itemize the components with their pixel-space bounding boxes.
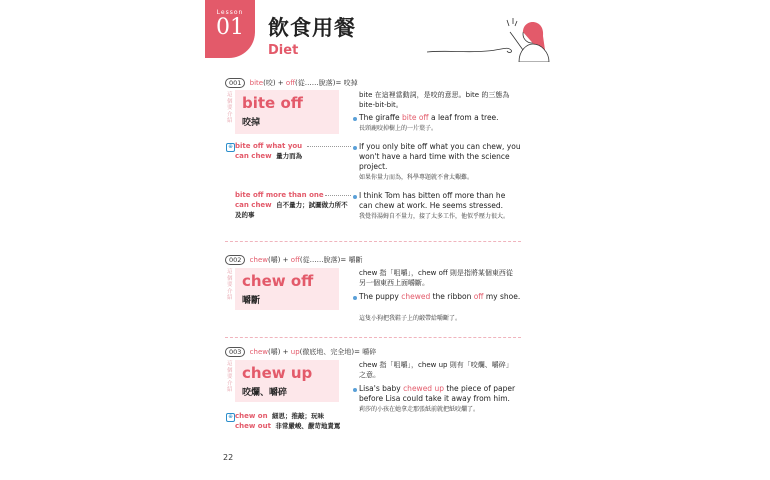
plus-box-icon: ⊕ xyxy=(226,143,235,152)
page-number: 22 xyxy=(223,453,234,462)
lesson-title-zh: 飲食用餐 xyxy=(268,16,356,40)
headword: chew off xyxy=(242,272,314,290)
phrase-1-translation: 如果你量力而為，科學專題就不會太艱難。 xyxy=(359,174,474,181)
headword-meaning: 嚼斷 xyxy=(242,296,261,306)
headword-meaning: 咬掉 xyxy=(242,118,261,128)
phrase-2-example: I think Tom has bitten off more than he can chew at work. He seems stressed. xyxy=(359,191,506,210)
bullet-dot xyxy=(353,195,357,199)
phrase-2-translation: 我覺得湯姆自不量力，接了太多工作，他似乎壓力很大。 xyxy=(359,213,510,220)
example-translation: 長頸鹿咬掉樹上的一片葉子。 xyxy=(359,125,438,132)
example-sentence: Lisa's baby chewed up the piece of paper before Lisa could take it away from him. xyxy=(359,384,516,403)
lesson-badge xyxy=(205,0,255,58)
girl-illustration xyxy=(427,10,557,62)
headword-box xyxy=(235,360,339,402)
side-label: 這個要介紹 xyxy=(227,92,233,124)
phrase-1-example: If you only bite off what you can chew, you won't have a hard time with the science project. xyxy=(359,142,521,171)
formula-003: 003 chew(嚼) + up(徹底地、完全地)= 嚼碎 xyxy=(225,347,376,357)
phrase-1: bite off what you can chew 量力而為 xyxy=(235,142,303,160)
phrase-2: bite off more than one can chew 自不量力；試圖做力所不及的事 xyxy=(235,191,348,219)
leader-line xyxy=(325,195,351,196)
headword-box xyxy=(235,90,339,134)
bullet-dot xyxy=(353,296,357,300)
bullet-dot xyxy=(353,388,357,392)
section-divider xyxy=(225,337,521,338)
book-page xyxy=(205,0,565,480)
example-translation: 這隻小狗把我鞋子上的緞帶給嚼斷了。 xyxy=(359,315,462,322)
lesson-number: 01 xyxy=(216,15,244,40)
headword: bite off xyxy=(242,94,303,112)
plus-box-icon: ⊕ xyxy=(226,413,235,422)
entry-number: 001 xyxy=(225,78,245,88)
explanation: bite 在這裡當動詞，是咬的意思。bite 的三態為 bite-bit-bit。 xyxy=(359,91,510,109)
entry-number: 003 xyxy=(225,347,245,357)
explanation: chew 指「咀嚼」，chew up 則有「咬爛、嚼碎」之意。 xyxy=(359,361,513,379)
related-phrases: chew on 細思；推敲；玩味 chew out 非常嚴峻、嚴苛地責罵 xyxy=(235,412,341,430)
example-sentence: The puppy chewed the ribbon off my shoe. xyxy=(359,292,521,301)
bullet-dot xyxy=(353,117,357,121)
lesson-title-en: Diet xyxy=(268,43,299,58)
formula-002: 002 chew(嚼) + off(從……脫落)= 嚼斷 xyxy=(225,255,362,265)
formula-001: 001 bite(咬) + off(從……脫落)= 咬掉 xyxy=(225,78,358,88)
bullet-dot xyxy=(353,146,357,150)
side-label: 這個要介紹 xyxy=(227,361,233,393)
side-label: 這個要介紹 xyxy=(227,269,233,301)
entry-number: 002 xyxy=(225,255,245,265)
headword: chew up xyxy=(242,364,313,382)
headword-meaning: 咬爛、嚼碎 xyxy=(242,388,288,398)
section-divider xyxy=(225,241,521,242)
example-sentence: The giraffe bite off a leaf from a tree. xyxy=(359,113,499,122)
leader-line xyxy=(307,146,351,147)
lesson-label: Lesson xyxy=(216,9,244,16)
example-translation: 莉莎的小孩在她拿走那張紙前就把紙咬爛了。 xyxy=(359,406,480,413)
headword-box xyxy=(235,268,339,310)
explanation: chew 指「咀嚼」，chew off 則是指將某個東西從另一個東西上面嚼斷。 xyxy=(359,269,513,287)
